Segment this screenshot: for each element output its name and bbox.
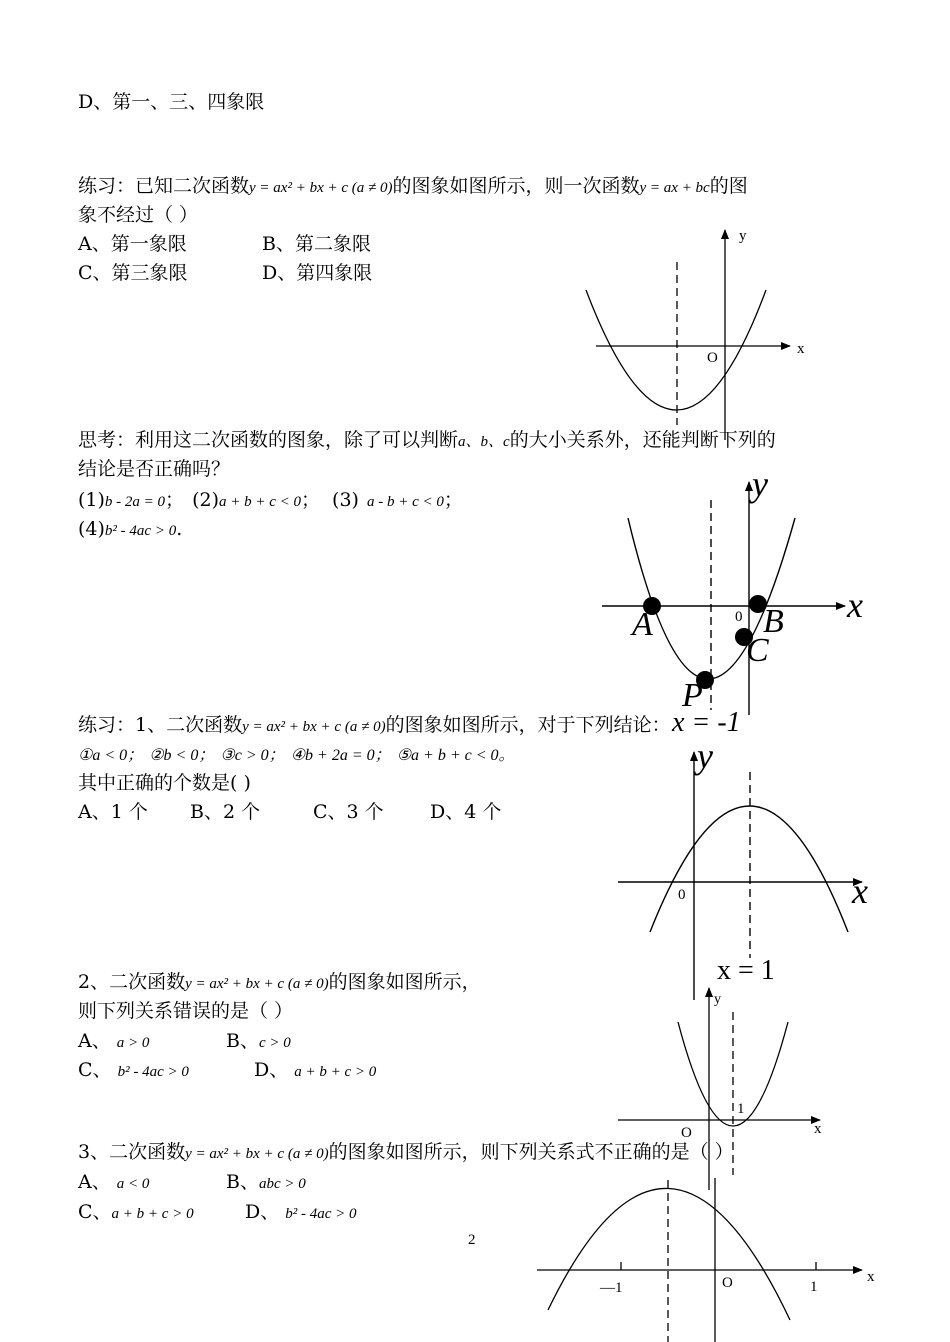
p2-d: a + b + c > 0 [294, 1064, 377, 1080]
g5-label-pos1: 1 [810, 1279, 818, 1295]
p3-b: abc > 0 [258, 1176, 306, 1192]
g2-label-c: C [746, 632, 769, 669]
ex1-mid: 的图象如图所示，则一次函数 [392, 175, 640, 197]
g3-origin-label: 0 [678, 887, 686, 903]
conclusion-2-label: (2) [192, 489, 219, 511]
ex1-formula-linear: y = ax + bc [639, 180, 710, 196]
p1-pre: 练习：1、二次函数 [78, 714, 243, 736]
g1-y-label: y [739, 228, 747, 244]
p1-option-b: B、2 个 [190, 801, 261, 823]
sep-3: ； [443, 489, 463, 511]
think-pre: 思考：利用这二次函数的图象，除了可以判断 [78, 429, 459, 451]
g5-label-neg1: —1 [600, 1280, 623, 1296]
p3-d: b² - 4ac > 0 [285, 1206, 357, 1222]
sep-2: ； [301, 489, 321, 511]
graph-4 [618, 988, 820, 1190]
p1-item-4: ④b + 2a = 0； [290, 747, 391, 764]
conclusion-2: a + b + c < 0 [218, 494, 302, 510]
g2-y-label: y [752, 464, 768, 504]
p1-option-d: D、4 个 [430, 801, 502, 823]
g3-parabola [650, 806, 848, 932]
p1-item-1: ①a < 0； [78, 747, 144, 764]
g3-x-label: x [852, 871, 868, 911]
p3-a: a < 0 [116, 1176, 150, 1192]
p3-pre: 3、二次函数 [78, 1141, 186, 1163]
p2-line2: 则下列关系错误的是（ ） [78, 1000, 294, 1022]
p3-c: a + b + c > 0 [111, 1206, 194, 1222]
conclusion-4: b² - 4ac > 0 [104, 523, 177, 539]
g4-tick-1: 1 [737, 1101, 745, 1117]
p1-formula: y = ax² + bx + c (a ≠ 0) [242, 719, 386, 735]
g2-axis-equation: x = -1 [672, 707, 741, 738]
graph-5 [537, 1178, 862, 1342]
conclusion-3-label: (3) [332, 489, 359, 511]
think-abc: a、b、c [458, 434, 510, 450]
p1-item-5: ⑤a + b + c < 0。 [396, 747, 515, 764]
g2-label-a: A [632, 606, 653, 643]
sep-1: ； [165, 489, 185, 511]
g5-origin-label: O [722, 1275, 733, 1291]
g4-origin-label: O [681, 1125, 692, 1141]
ex1-option-b: B、第二象限 [262, 233, 371, 255]
g1-parabola [586, 290, 766, 410]
p2-c-label: C、 [78, 1059, 112, 1081]
p3-d-label: D、 [245, 1201, 280, 1223]
g2-label-p: P [682, 677, 703, 714]
g5-x-label: x [867, 1269, 875, 1285]
g3-y-label: y [697, 736, 713, 776]
g1-origin-label: O [707, 350, 718, 366]
ex1-option-c: C、第三象限 [78, 262, 188, 284]
p2-pre: 2、二次函数 [78, 971, 186, 993]
p3-a-label: A、 [78, 1171, 111, 1193]
page-number: 2 [468, 1232, 476, 1248]
p3-c-label: C、 [78, 1201, 112, 1223]
ex1-option-d: D、第四象限 [262, 262, 373, 284]
g4-x-label: x [814, 1121, 822, 1137]
p1-line3: 其中正确的个数是( ) [78, 772, 251, 794]
graph-2 [602, 482, 845, 715]
p2-b-label: B、 [226, 1030, 259, 1052]
p2-a: a > 0 [116, 1035, 150, 1051]
ex1-formula-quadratic: y = ax² + bx + c (a ≠ 0) [249, 180, 393, 196]
g5-parabola [548, 1188, 790, 1320]
think-line2: 结论是否正确吗？ [78, 458, 231, 480]
ex1-pre: 练习：已知二次函数 [78, 175, 250, 197]
conclusion-4-label: (4) [78, 518, 105, 540]
p1-post: 的图象如图所示，对于下列结论： [385, 714, 671, 736]
p1-item-2: ②b < 0； [149, 747, 215, 764]
conclusion-end: . [176, 518, 183, 540]
g2-label-b: B [763, 603, 784, 640]
ex1-option-a: A、第一象限 [78, 233, 187, 255]
conclusion-3: a - b + c < 0 [366, 494, 444, 510]
g1-x-label: x [797, 341, 805, 357]
prev-option-d: D、第一、三、四象限 [78, 91, 265, 113]
p1-option-a: A、1 个 [78, 801, 148, 823]
p2-c: b² - 4ac > 0 [117, 1064, 189, 1080]
g2-x-label: x [847, 585, 863, 625]
p2-formula: y = ax² + bx + c (a ≠ 0) [185, 976, 329, 992]
g3-axis-equation: x = 1 [717, 955, 775, 986]
ex1-post: 的图 [709, 175, 748, 197]
p3-formula: y = ax² + bx + c (a ≠ 0) [185, 1146, 329, 1162]
g4-y-label: y [714, 992, 721, 1007]
p2-a-label: A、 [78, 1030, 111, 1052]
conclusion-1: b - 2a = 0 [104, 494, 166, 510]
p1-option-c: C、3 个 [313, 801, 384, 823]
p3-post: 的图象如图所示，则下列关系式不正确的是（ ） [328, 1141, 734, 1163]
g2-origin-label: 0 [735, 609, 743, 625]
p3-b-label: B、 [226, 1171, 259, 1193]
conclusion-1-label: (1) [78, 489, 105, 511]
think-post: 的大小关系外，还能判断下列的 [509, 429, 776, 451]
graph-1 [586, 230, 790, 440]
ex1-question-line2: 象不经过（ ） [78, 204, 199, 226]
p2-d-label: D、 [254, 1059, 289, 1081]
p2-post: 的图象如图所示， [328, 971, 481, 993]
p2-b: c > 0 [258, 1035, 291, 1051]
p1-item-3: ③c > 0； [220, 747, 285, 764]
